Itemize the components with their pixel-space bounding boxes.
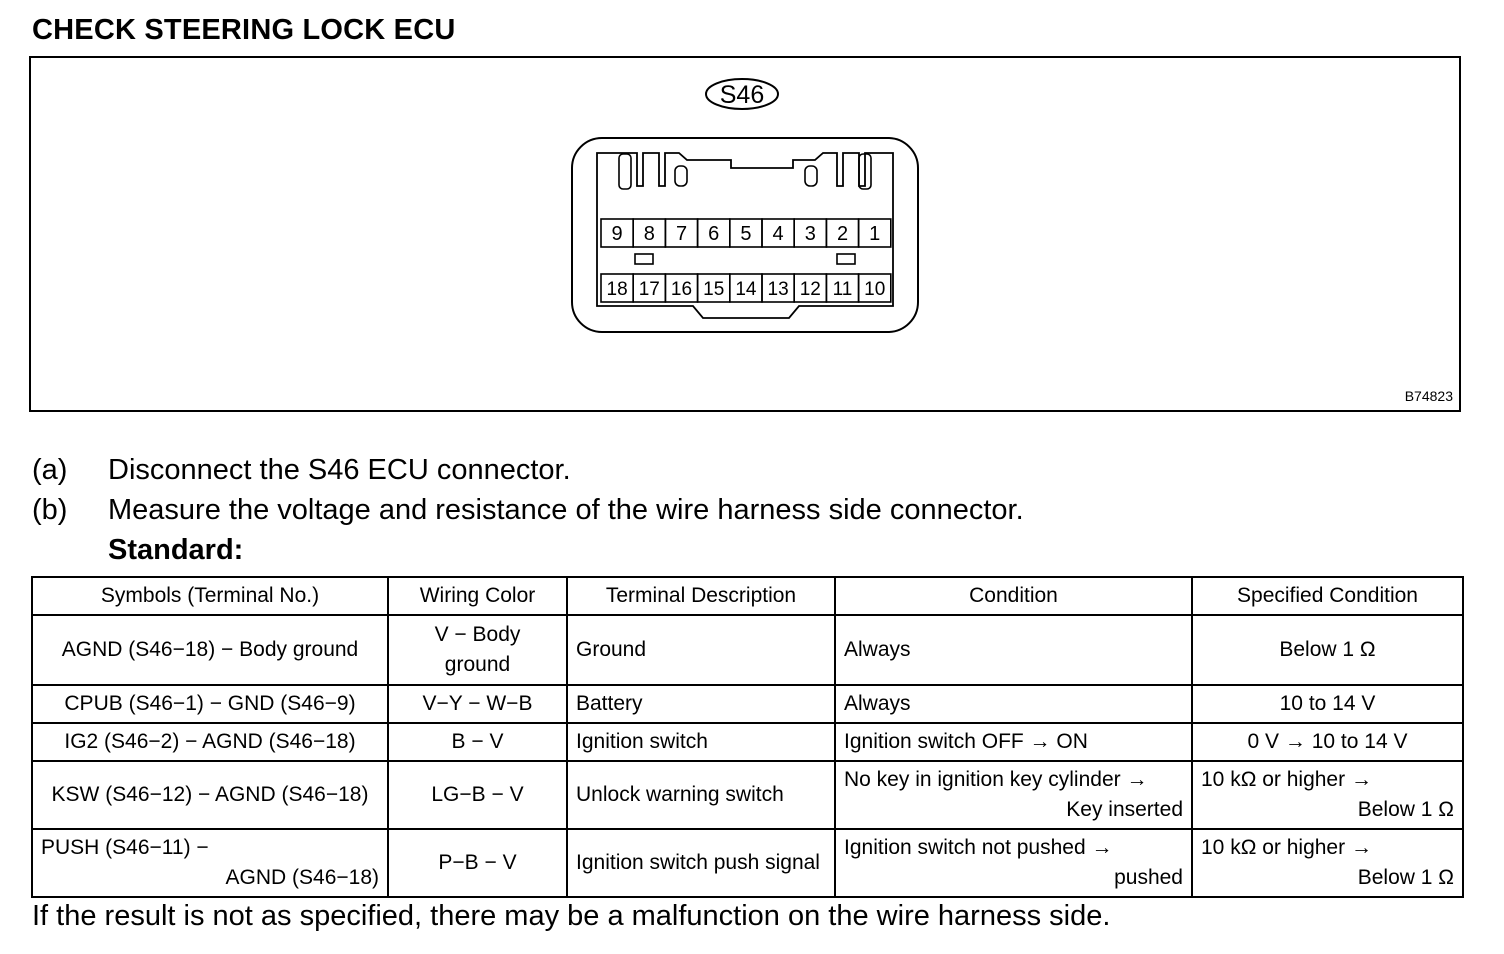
cell-wiring: V − Body ground bbox=[388, 615, 567, 685]
connector-label: S46 bbox=[719, 81, 765, 109]
cell-specified: 10 to 14 V bbox=[1192, 685, 1463, 723]
header-wiring-color: Wiring Color bbox=[388, 577, 567, 615]
cell-wiring: P−B − V bbox=[388, 829, 567, 897]
cell-wiring: B − V bbox=[388, 723, 567, 761]
pin-number: 14 bbox=[735, 279, 757, 300]
cell-specified: Below 1 Ω bbox=[1192, 615, 1463, 685]
pin-number: 6 bbox=[708, 223, 720, 245]
specified-line-1: 10 kΩ or higher → bbox=[1201, 768, 1372, 791]
pin-number: 11 bbox=[832, 279, 853, 300]
pin-number: 1 bbox=[869, 223, 881, 245]
header-terminal-description: Terminal Description bbox=[567, 577, 835, 615]
cell-description: Ground bbox=[567, 615, 835, 685]
procedure-steps bbox=[32, 450, 1024, 570]
table-row bbox=[32, 723, 1463, 761]
pin-number: 4 bbox=[772, 223, 784, 245]
page-title: CHECK STEERING LOCK ECU bbox=[32, 14, 456, 46]
pin-number: 13 bbox=[767, 279, 789, 300]
locator-right bbox=[805, 166, 817, 186]
table-row bbox=[32, 685, 1463, 723]
cell-description: Ignition switch push signal bbox=[567, 829, 835, 897]
bottom-pin-row bbox=[601, 274, 891, 302]
table-row bbox=[32, 761, 1463, 829]
key-slot-left bbox=[635, 254, 653, 264]
pin-number: 2 bbox=[836, 223, 849, 245]
header-specified-condition: Specified Condition bbox=[1192, 577, 1463, 615]
cell-specified: 0 V → 10 to 14 V bbox=[1192, 723, 1463, 761]
cell-condition: Always bbox=[835, 615, 1192, 685]
pin-number: 9 bbox=[611, 223, 623, 245]
symbols-line-2: AGND (S46−18) bbox=[225, 866, 379, 889]
pin-number: 3 bbox=[804, 223, 816, 245]
footer-note: If the result is not as specified, there may be a malfunction on the wire harness side. bbox=[32, 900, 1111, 932]
connector-figure bbox=[29, 56, 1461, 412]
cell-condition bbox=[835, 829, 1192, 897]
cell-symbols: KSW (S46−12) − AGND (S46−18) bbox=[32, 761, 388, 829]
condition-line-1: No key in ignition key cylinder → bbox=[844, 768, 1148, 791]
specified-line-1: 10 kΩ or higher → bbox=[1201, 836, 1372, 859]
specified-line-2: Below 1 Ω bbox=[1357, 866, 1454, 889]
pin-number: 18 bbox=[606, 279, 628, 300]
cell-specified bbox=[1192, 829, 1463, 897]
cell-wiring: V−Y − W−B bbox=[388, 685, 567, 723]
cell-description: Battery bbox=[567, 685, 835, 723]
pin-number: 5 bbox=[740, 223, 752, 245]
symbols-line-1: PUSH (S46−11) − bbox=[41, 836, 209, 859]
cell-symbols bbox=[32, 829, 388, 897]
pin-number: 15 bbox=[703, 279, 725, 300]
cell-condition: Always bbox=[835, 685, 1192, 723]
cell-symbols: CPUB (S46−1) − GND (S46−9) bbox=[32, 685, 388, 723]
pin-number: 8 bbox=[643, 223, 655, 245]
condition-line-1: Ignition switch not pushed → bbox=[844, 836, 1113, 859]
condition-line-2: Key inserted bbox=[1066, 798, 1183, 821]
cell-specified bbox=[1192, 761, 1463, 829]
figure-id: B74823 bbox=[1404, 388, 1453, 404]
locator-left bbox=[675, 166, 687, 186]
step-marker: (b) bbox=[32, 494, 68, 526]
cell-condition bbox=[835, 761, 1192, 829]
cell-condition: Ignition switch OFF → ON bbox=[835, 723, 1192, 761]
pin-number: 17 bbox=[638, 279, 660, 300]
step-b bbox=[32, 490, 1024, 530]
pin-number: 12 bbox=[799, 279, 821, 300]
specified-line-2: Below 1 Ω bbox=[1357, 798, 1454, 821]
step-text: Measure the voltage and resistance of the wire harness side connector. bbox=[108, 494, 1024, 526]
step-marker: (a) bbox=[32, 454, 68, 486]
cell-wiring: LG−B − V bbox=[388, 761, 567, 829]
latch-post-left bbox=[619, 154, 631, 189]
step-a bbox=[32, 450, 1024, 490]
cell-description: Ignition switch bbox=[567, 723, 835, 761]
cell-symbols: IG2 (S46−2) − AGND (S46−18) bbox=[32, 723, 388, 761]
table-row bbox=[32, 829, 1463, 897]
header-symbols: Symbols (Terminal No.) bbox=[32, 577, 388, 615]
standard-label: Standard: bbox=[108, 534, 244, 566]
key-slot-right bbox=[837, 254, 855, 264]
header-condition: Condition bbox=[835, 577, 1192, 615]
top-pin-row bbox=[601, 219, 891, 247]
pin-number: 7 bbox=[675, 223, 688, 245]
condition-line-2: pushed bbox=[1114, 866, 1183, 889]
connector-diagram bbox=[31, 58, 1459, 410]
cell-description: Unlock warning switch bbox=[567, 761, 835, 829]
step-text: Disconnect the S46 ECU connector. bbox=[108, 454, 571, 486]
table-header-row bbox=[32, 577, 1463, 615]
pin-number: 16 bbox=[670, 279, 693, 300]
table-row bbox=[32, 615, 1463, 685]
pin-number: 10 bbox=[864, 279, 886, 300]
cell-symbols: AGND (S46−18) − Body ground bbox=[32, 615, 388, 685]
spec-table bbox=[31, 576, 1464, 898]
